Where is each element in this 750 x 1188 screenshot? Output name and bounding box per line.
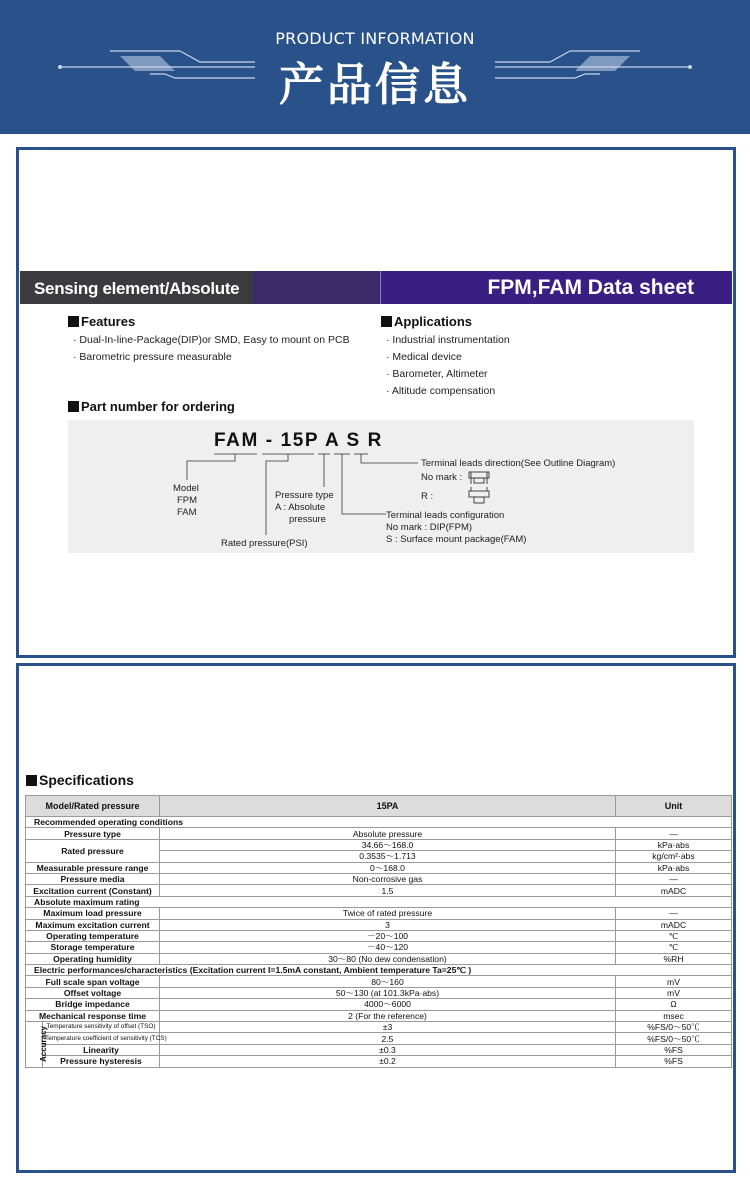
- terminal-config-label: Terminal leads configuration: [386, 510, 505, 521]
- pressure-type-label: Pressure type: [275, 490, 334, 501]
- terminal-direction-label: Terminal leads direction(See Outline Diagram): [421, 458, 616, 469]
- no-mark-label: No mark :: [421, 472, 463, 483]
- table-row: Operating humidity 30～80 (No dew condensation) %RH: [26, 953, 732, 964]
- feature-item: · Barometric pressure measurable: [73, 351, 232, 363]
- table-row: Temperature coefficient of sensitivity (TCS) 2.5 %FS/0～50℃: [26, 1033, 732, 1044]
- config-dip: No mark : DIP(FPM): [386, 522, 473, 533]
- feature-item: · Dual-In-line-Package(DIP)or SMD, Easy to mount on PCB: [73, 334, 350, 346]
- pressure-type-a-cont: pressure: [289, 514, 326, 525]
- pressure-type-a: A : Absolute: [275, 502, 326, 513]
- part-number-heading: Part number for ordering: [68, 399, 235, 414]
- application-item: · Industrial instrumentation: [386, 334, 510, 346]
- table-row: Pressure hysteresis ±0.2 %FS: [26, 1056, 732, 1067]
- header-title-en: PRODUCT INFORMATION: [275, 29, 475, 48]
- table-row: Linearity ±0.3 %FS: [26, 1044, 732, 1055]
- table-row: 0.3535～1.713 kg/cm²·abs: [26, 851, 732, 862]
- table-row: Operating temperature －20～100 ℃: [26, 930, 732, 941]
- column-header: 15PA: [160, 796, 616, 817]
- square-bullet-icon: [26, 775, 37, 786]
- application-item: · Medical device: [386, 351, 462, 363]
- model-option: FAM: [177, 507, 197, 518]
- header-title-zh: 产品信息: [278, 58, 471, 111]
- section-row: Recommended operating conditions: [26, 817, 732, 828]
- part-number-code: FAM - 15P A S R: [214, 430, 383, 451]
- model-option: FPM: [177, 495, 198, 506]
- table-row: Bridge impedance 4000～6000 Ω: [26, 999, 732, 1010]
- column-header: Unit: [616, 796, 732, 817]
- r-mark-label: R :: [421, 491, 434, 502]
- config-smd: S : Surface mount package(FAM): [386, 534, 527, 545]
- table-row: Pressure type Absolute pressure —: [26, 828, 732, 839]
- model-label: Model: [173, 483, 199, 494]
- column-header: Model/Rated pressure: [26, 796, 160, 817]
- table-row: Offset voltage 50～130 (at 101.3kPa·abs) mV: [26, 987, 732, 998]
- applications-heading: Applications: [381, 314, 472, 329]
- table-row: Accuracy Temperature sensitivity of offset (TSO) ±3 %FS/0～50℃: [26, 1022, 732, 1033]
- section-row: Absolute maximum rating: [26, 896, 732, 907]
- rated-pressure-label: Rated pressure(PSI): [221, 538, 308, 549]
- table-row: Full scale span voltage 80～160 mV: [26, 976, 732, 987]
- table-row: Maximum excitation current 3 mADC: [26, 919, 732, 930]
- table-row: Excitation current (Constant) 1.5 mADC: [26, 885, 732, 896]
- terminal-reverse-icon: [469, 487, 489, 503]
- accuracy-label: Accuracy: [26, 1022, 43, 1068]
- table-row: Pressure media Non-corrosive gas —: [26, 873, 732, 884]
- application-item: · Altitude compensation: [386, 385, 496, 397]
- section-row: Electric performances/characteristics (Excitation current I=1.5mA constant, Ambient temperature Ta=25℃ ): [26, 965, 732, 976]
- title-bar-right: FPM,FAM Data sheet: [381, 271, 732, 304]
- features-heading: Features: [68, 314, 135, 329]
- table-row: Storage temperature －40～120 ℃: [26, 942, 732, 953]
- specifications-table: [25, 795, 732, 1068]
- terminal-normal-icon: [469, 472, 489, 484]
- table-row: Maximum load pressure Twice of rated pressure —: [26, 908, 732, 919]
- table-header-row: [26, 796, 732, 817]
- table-row: Measurable pressure range 0～168.0 kPa·abs: [26, 862, 732, 873]
- table-row: Rated pressure 34.66～168.0 kPa·abs: [26, 839, 732, 850]
- title-bar-left: Sensing element/Absolute: [20, 271, 253, 304]
- specifications-heading: Specifications: [26, 772, 134, 788]
- application-item: · Barometer, Altimeter: [386, 368, 488, 380]
- table-row: Mechanical response time 2 (For the reference) msec: [26, 1010, 732, 1021]
